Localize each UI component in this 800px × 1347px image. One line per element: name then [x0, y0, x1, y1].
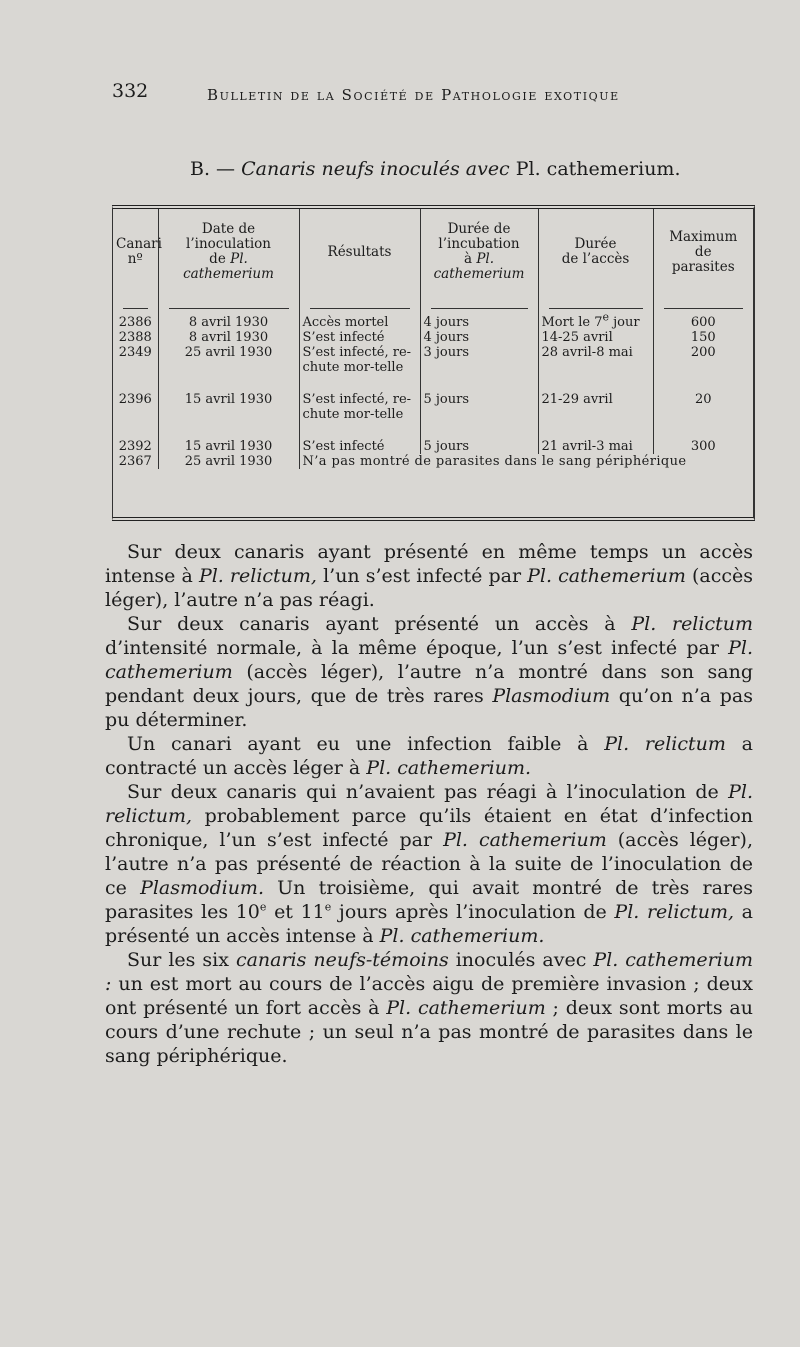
section-prefix: B. —: [190, 158, 242, 180]
section-italic: Canaris neufs inoculés avec: [241, 158, 510, 180]
paragraph-1: Sur deux canaris ayant présenté en même temps un accès intense à Pl. relictum, l’un s’est infecté par Pl. cathemerium (accès léger), l’autre n’a pas réagi.: [105, 541, 753, 611]
paragraph-4: Sur deux canaris qui n’avaient pas réagi à l’inoculation de Pl. relictum, probablement parce qu’ils étaient en état d’infection chronique, l’un s’est infecté par Pl. cathemerium (accès léger), l’autre n’a pas présenté de réaction à la suite de l’inoculation de ce Plasmodium. Un troisième, qui avait montré de très rares parasites les 10e et 11e jours après l’inoculation de Pl. relictum, a présenté un accès intense à Pl. cathemerium.: [105, 781, 753, 947]
no-parasites-note: N’a pas montré de parasites dans le sang périphérique: [299, 454, 753, 469]
paragraph-5: Sur les six canaris neufs-témoins inoculés avec Pl. cathemerium : un est mort au cours de l’accès aigu de première invasion ; deux ont présenté un fort accès à Pl. cathemerium ; deux sont morts au cours d’une rechute ; un seul n’a pas montré de parasites dans le sang périphérique.: [105, 949, 753, 1067]
table-row: 2392 15 avril 1930 S’est infecté 5 jours 21 avril-3 mai 300: [113, 439, 753, 454]
body-text: [105, 540, 753, 1068]
section-title: [190, 158, 680, 180]
table-row: 2396 15 avril 1930 S’est infecté, re-chute mor-telle 5 jours 21-29 avril 20: [113, 392, 753, 439]
running-title: Bulletin de la Société de Pathologie exotique: [207, 86, 620, 104]
table-row: 2386 8 avril 1930 Accès mortel 4 jours Mort le 7e jour 600: [113, 315, 753, 330]
table-row: 2388 8 avril 1930 S’est infecté 4 jours 14-25 avril 150: [113, 330, 753, 345]
table-row: 2367 25 avril 1930 N’a pas montré de parasites dans le sang périphérique: [113, 454, 753, 469]
header-incubation: Durée de l’incubation à Pl. cathemerium: [420, 209, 538, 295]
table-header-row: [113, 209, 753, 295]
results-table: [112, 205, 755, 521]
table-row: 2349 25 avril 1930 S’est infecté, re-chute mor-telle 3 jours 28 avril-8 mai 200: [113, 345, 753, 392]
header-date: Date de l’inoculation de Pl. cathemerium: [158, 209, 299, 295]
header-rule: [113, 295, 753, 315]
header-resultats: Résultats: [299, 209, 420, 295]
header-canari: Canari nº: [116, 236, 162, 267]
header-acces: Durée de l’accès: [538, 209, 653, 295]
paragraph-3: Un canari ayant eu une infection faible à Pl. relictum a contracté un accès léger à Pl. cathemerium.: [105, 733, 753, 779]
header-maximum: Maximum de parasites: [653, 209, 753, 295]
paragraph-2: Sur deux canaris ayant présenté un accès à Pl. relictum d’intensité normale, à la même époque, l’un s’est infecté par Pl. cathemerium (accès léger), l’autre n’a montré dans son sang pendant deux jours, que de très rares Plasmodium qu’on n’a pas pu déterminer.: [105, 613, 753, 731]
page-number: 332: [112, 80, 149, 102]
section-suffix: Pl. cathemerium.: [509, 158, 681, 180]
